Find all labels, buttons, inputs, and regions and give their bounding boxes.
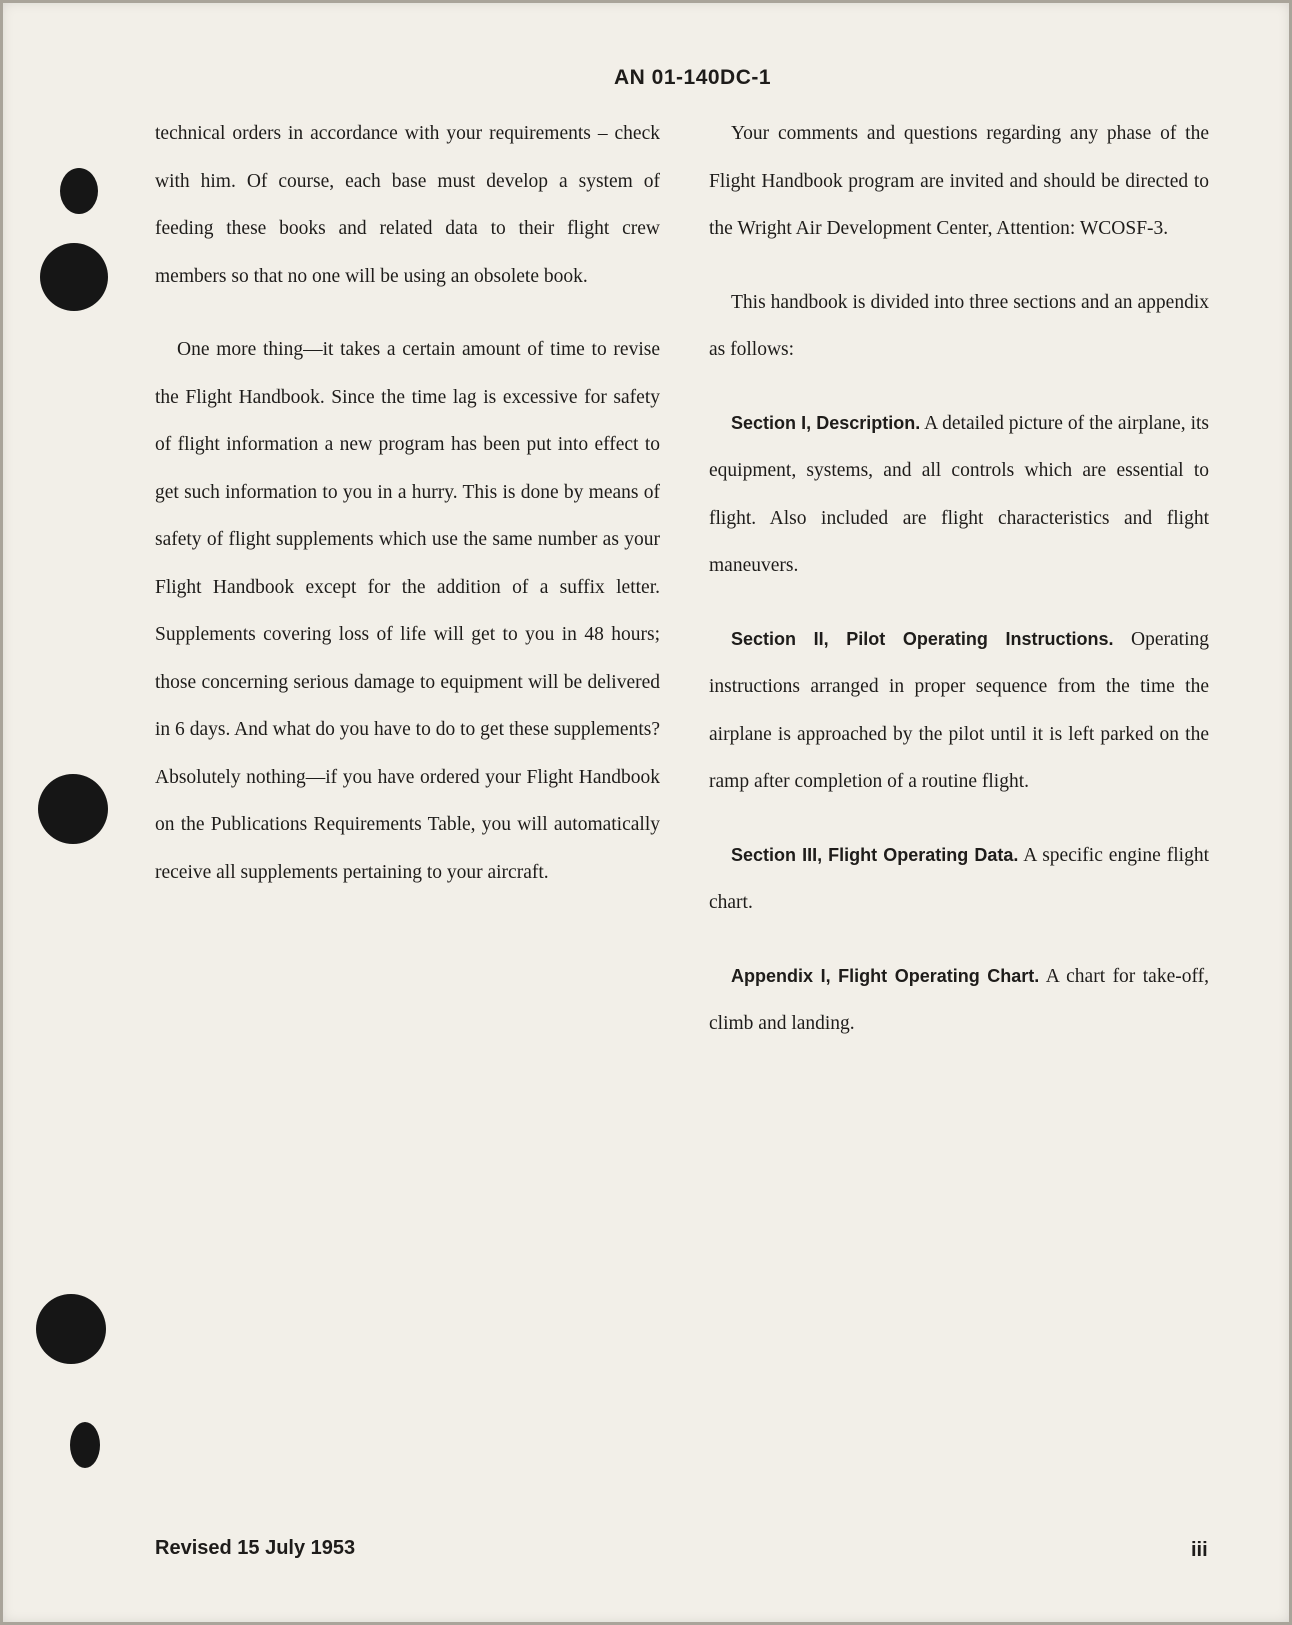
binder-hole xyxy=(70,1422,100,1468)
section-entry xyxy=(709,400,1209,590)
left-column xyxy=(155,110,660,922)
binder-hole xyxy=(60,168,98,214)
document-code: AN 01-140DC-1 xyxy=(614,66,772,89)
page-number: iii xyxy=(1191,1539,1208,1561)
paragraph: This handbook is divided into three sections and an appendix as follows: xyxy=(709,291,1209,360)
paragraph: technical orders in accordance with your requirements – check with him. Of course, each base must develop a system of feeding these books and related data to their flight crew members so that no one will be using an obsolete book. xyxy=(155,123,660,287)
paragraph: Your comments and questions regarding any phase of the Flight Handbook program are invited and should be directed to the Wright Air Development Center, Attention: WCOSF-3. xyxy=(709,123,1209,239)
section-entry xyxy=(709,832,1209,927)
section-description: A chart for take-off, climb and landing. xyxy=(709,965,1209,1034)
section-description: A detailed picture of the airplane, its equipment, systems, and all controls which are essential to flight. Also included are flight characteristics and flight maneuvers. xyxy=(709,412,1209,576)
section-title: Section III, Flight Operating Data. xyxy=(731,844,1019,865)
section-description: Operating instructions arranged in proper sequence from the time the airplane is approached by the pilot until it is left parked on the ramp after completion of a routine flight. xyxy=(709,628,1209,792)
revision-date: Revised 15 July 1953 xyxy=(155,1537,356,1559)
binder-hole xyxy=(40,243,108,311)
section-description: A specific engine flight chart. xyxy=(709,844,1209,913)
right-column xyxy=(709,110,1209,1074)
paragraph: One more thing—it takes a certain amount of time to revise the Flight Handbook. Since the time lag is excessive for safety of flight information a new program has been put into effect to get such information to you in a hurry. This is done by means of safety of flight supplements which use the same number as your Flight Handbook except for the addition of a suffix letter. Supplements covering loss of life will get to you in 48 hours; those concerning serious damage to equipment will be delivered in 6 days. And what do you have to do to get these supplements? Absolutely nothing—if you have ordered your Flight Handbook on the Publications Requirements Table, you will automatically receive all supplements pertaining to your aircraft. xyxy=(155,339,660,883)
section-entry xyxy=(709,616,1209,806)
binder-hole xyxy=(36,1294,106,1364)
section-title: Appendix I, Flight Operating Chart. xyxy=(731,965,1040,986)
section-title: Section I, Description. xyxy=(731,412,921,433)
section-title: Section II, Pilot Operating Instructions. xyxy=(731,628,1114,649)
binder-hole xyxy=(38,774,108,844)
section-entry xyxy=(709,953,1209,1048)
